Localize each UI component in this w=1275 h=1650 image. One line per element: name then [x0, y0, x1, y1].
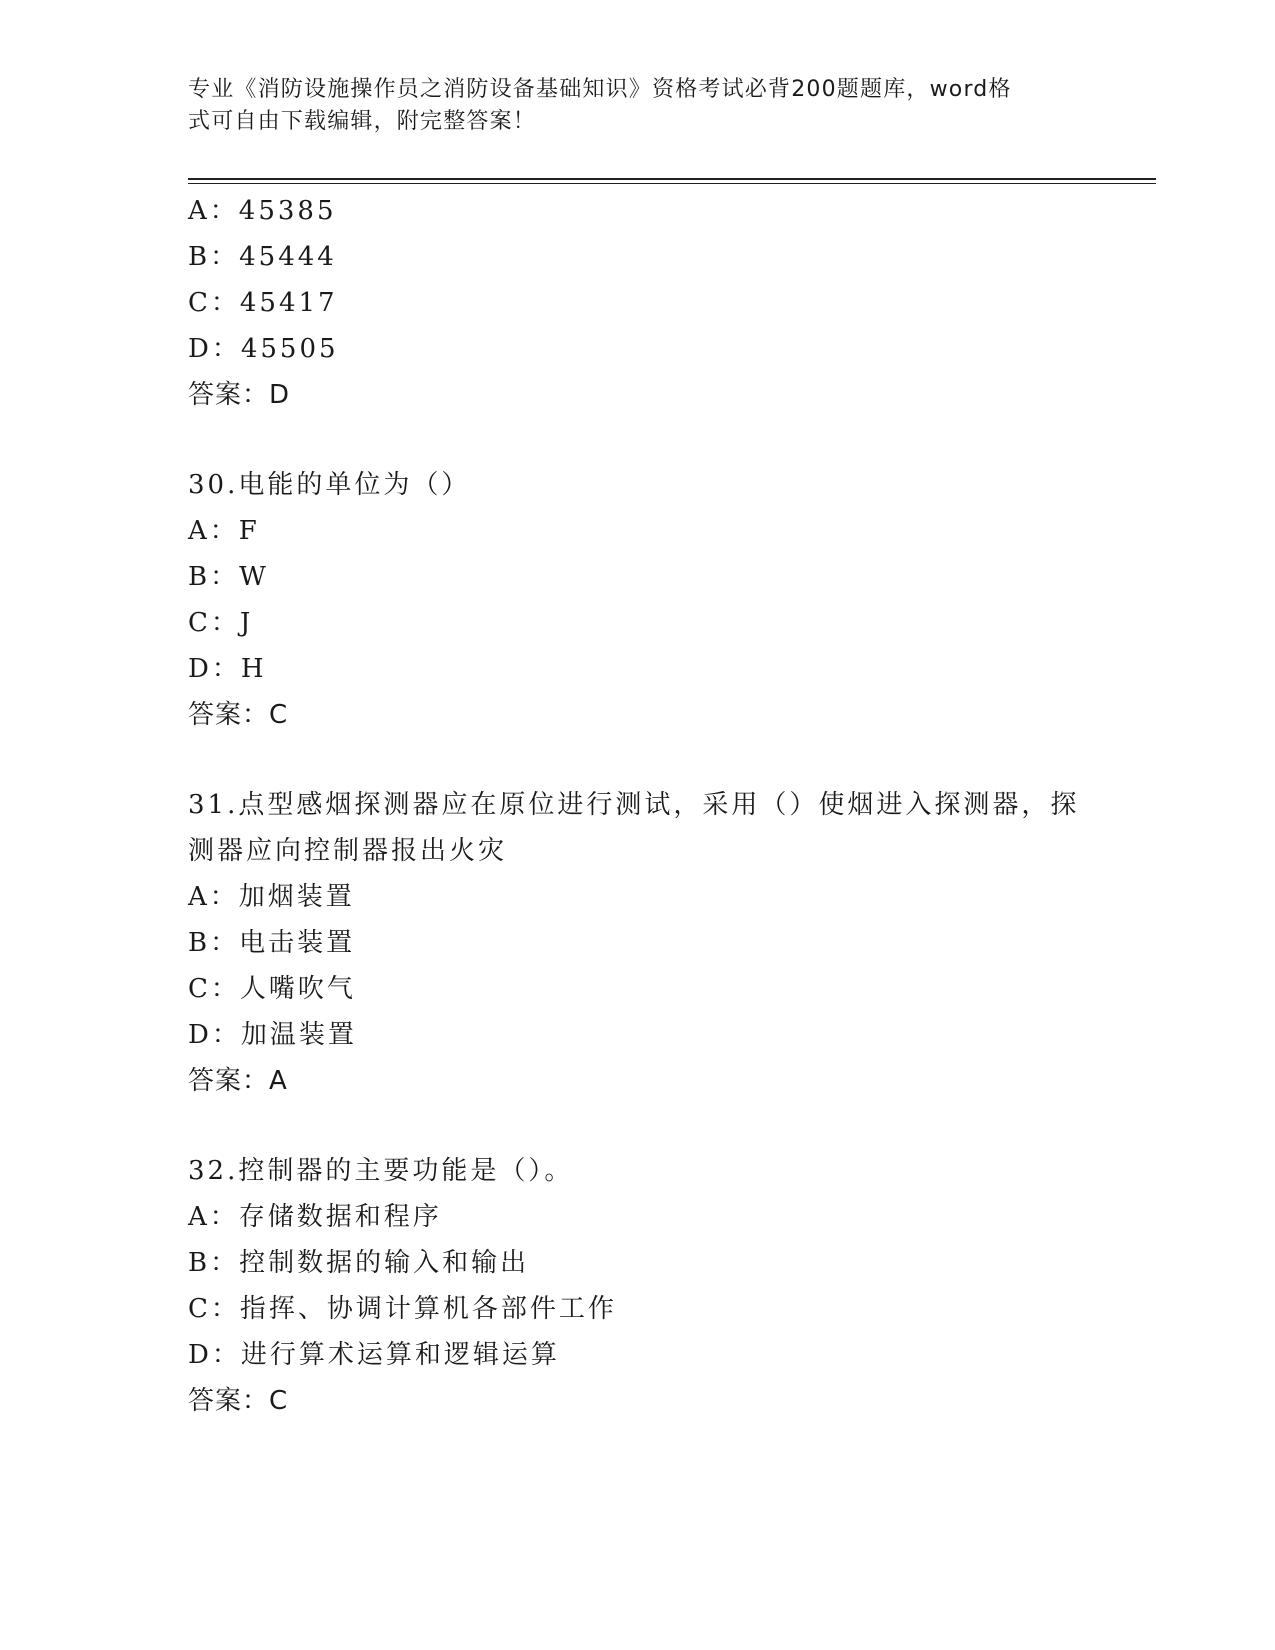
- question-list: [188, 188, 1088, 1424]
- option-d: D：45505: [188, 334, 339, 364]
- option-c: C：J: [188, 608, 254, 638]
- option-a: A：加烟装置: [188, 882, 355, 912]
- header-line-1: 专业《消防设施操作员之消防设备基础知识》资格考试必背200题题库，word格: [188, 77, 1012, 102]
- option-d: D：H: [188, 654, 267, 684]
- question-block-prev: [188, 188, 1088, 418]
- option-b: B：控制数据的输入和输出: [188, 1248, 530, 1278]
- answer-line: 答案：A: [188, 1066, 288, 1096]
- option-d: D：进行算术运算和逻辑运算: [188, 1340, 560, 1370]
- document-header: [188, 74, 1068, 138]
- question-stem: 30.电能的单位为（）: [188, 470, 471, 500]
- option-a: A：存储数据和程序: [188, 1202, 442, 1232]
- option-c: C：人嘴吹气: [188, 974, 356, 1004]
- option-b: B：W: [188, 562, 269, 592]
- option-b: B：电击装置: [188, 928, 356, 958]
- spacer: [188, 418, 1088, 462]
- option-c: C：指挥、协调计算机各部件工作: [188, 1294, 617, 1324]
- header-divider-bottom: [188, 183, 1156, 184]
- question-block-30: [188, 462, 1088, 738]
- header-line-2: 式可自由下载编辑，附完整答案！: [188, 109, 537, 134]
- option-c: C：45417: [188, 288, 338, 318]
- answer-line: 答案：C: [188, 700, 289, 730]
- header-divider-top: [188, 178, 1156, 180]
- question-block-31: [188, 782, 1088, 1104]
- question-stem-line-2: 测器应向控制器报出火灾: [188, 836, 508, 866]
- spacer: [188, 1104, 1088, 1148]
- answer-line: 答案：C: [188, 1386, 289, 1416]
- question-block-32: [188, 1148, 1088, 1424]
- option-d: D：加温装置: [188, 1020, 357, 1050]
- answer-line: 答案：D: [188, 380, 291, 410]
- option-b: B：45444: [188, 242, 337, 272]
- option-a: A：F: [188, 516, 260, 546]
- spacer: [188, 738, 1088, 782]
- option-a: A：45385: [188, 196, 337, 226]
- question-stem-line-1: 31.点型感烟探测器应在原位进行测试，采用（）使烟进入探测器，探: [188, 790, 1080, 820]
- question-stem: 32.控制器的主要功能是（）。: [188, 1156, 574, 1186]
